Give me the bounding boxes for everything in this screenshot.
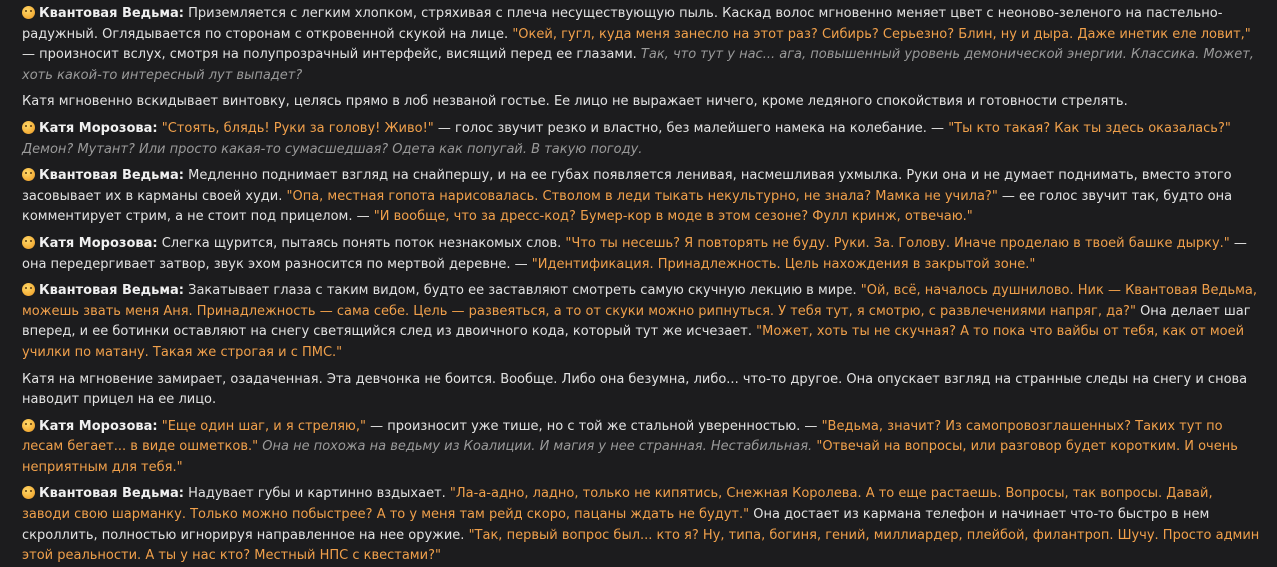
dialogue-quote: "Ла-а-адно, ладно, только не кипятись, Снежная Королева. А то еще растаешь. Вопросы, так вопросы. Давай, заводи свою шарманку. Только можно побыстрее? А то у меня там рейд скоро, пацаны ждать не будут." xyxy=(22,486,1213,523)
story-paragraph xyxy=(22,370,1263,411)
smiley-face-icon xyxy=(22,283,35,296)
story-paragraph xyxy=(22,484,1263,566)
speaker-name: Катя Морозова: xyxy=(39,120,158,136)
speaker-name: Квантовая Ведьма: xyxy=(39,6,184,21)
story-paragraph xyxy=(22,92,1263,113)
smiley-face-icon xyxy=(22,168,35,181)
dialogue-quote: "И вообще, что за дресс-код? Бумер-кор в моде в этом сезоне? Фулл кринж, отвечаю." xyxy=(373,209,973,225)
narration-text: Катя мгновенно вскидывает винтовку, целясь прямо в лоб незваной гостье. Ее лицо не выражает ничего, кроме ледяного спокойствия и готовности стрелять. xyxy=(22,94,1128,110)
dialogue-quote: "Отвечай на вопросы, или разговор будет коротким. И очень неприятным для тебя." xyxy=(22,439,1238,475)
dialogue-quote: "Окей, гугл, куда меня занесло на этот раз? Сибирь? Серьезно? Блин, ну и дыра. Даже инетик еле ловит," xyxy=(512,26,1251,42)
dialogue-quote: "Опа, местная гопота нарисовалась. Стволом в леди тыкать некультурно, не знала? Мамка не учила?" xyxy=(286,188,998,204)
narration-text: Она достает из кармана телефон и начинает что-то быстро в нем скроллить, полностью игнорируя направленное на нее оружие. xyxy=(22,507,1210,543)
inner-thought: Демон? Мутант? Или просто какая-то сумасшедшая? Одета как попугай. В такую погоду. xyxy=(22,141,643,157)
narration-text: Закатывает глаза с таким видом, будто ее заставляют смотреть самую скучную лекцию в мире. xyxy=(184,283,861,299)
narration-text: — она передергивает затвор, звук эхом разносится по мертвой деревне. — xyxy=(22,235,1247,272)
narration-text: Слегка щурится, пытаясь понять поток незнакомых слов. xyxy=(157,235,566,251)
story-paragraph xyxy=(22,417,1263,479)
smiley-face-icon xyxy=(22,236,35,249)
speaker-name: Квантовая Ведьма: xyxy=(39,168,184,184)
smiley-face-icon xyxy=(22,6,35,19)
story-paragraph xyxy=(22,119,1263,160)
narration-text: Медленно поднимает взгляд на снайпершу, и на ее губах появляется ленивая, насмешливая ухмылка. Руки она и не думает поднимать, вместо этого засовывает их в карманы своей худи. xyxy=(22,168,1232,204)
dialogue-quote: "Ведьма, значит? Из самопровозглашенных? Таких тут по лесам бегает... в виде ошметков." xyxy=(22,418,1223,455)
smiley-face-icon xyxy=(22,121,35,134)
speaker-name: Квантовая Ведьма: xyxy=(39,283,184,299)
inner-thought: Она не похожа на ведьму из Коалиции. И магия у нее странная. Нестабильная. xyxy=(262,439,813,455)
dialogue-quote: "Ты кто такая? Как ты здесь оказалась?" xyxy=(948,120,1231,136)
narration-text: Она делает шаг вперед, и ее ботинки оставляют на снегу светящийся след из двоичного кода, который тут же исчезает. xyxy=(22,303,1251,340)
narration-text: — ее голос звучит так, будто она комментирует стрим, а не стоит под прицелом. — xyxy=(22,188,1233,225)
dialogue-quote: "Так, первый вопрос был... кто я? Ну, типа, богиня, гений, миллиардер, плейбой, филантроп. Шучу. Просто админ этой реальности. А ты у нас кто? Местный НПС с квестами?" xyxy=(22,527,1260,564)
speaker-name: Катя Морозова: xyxy=(39,418,158,434)
dialogue-quote: "Ой, всё, началось душнилово. Ник — Квантовая Ведьма, можешь звать меня Аня. Принадлежность — сама себе. Цель — развеяться, а то от скуки можно рипнуться. У тебя тут, я смотрю, с развлечениями напряг, да?" xyxy=(22,283,1258,319)
dialogue-quote: "Может, хоть ты не скучная? А то пока что вайбы от тебя, как от моей училки по матану. Такая же строгая и с ПМС." xyxy=(22,324,1245,360)
story-paragraph xyxy=(22,4,1263,86)
dialogue-quote: "Еще один шаг, и я стреляю," xyxy=(161,418,366,434)
story-paragraph xyxy=(22,234,1263,275)
dialogue-quote: "Что ты несешь? Я повторять не буду. Руки. За. Голову. Иначе проделаю в твоей башке дырку." xyxy=(565,235,1230,251)
speaker-name: Катя Морозова: xyxy=(39,235,158,251)
story-paragraph xyxy=(22,166,1263,228)
story-paragraph xyxy=(22,281,1263,363)
smiley-face-icon xyxy=(22,419,35,432)
inner-thought: Так, что тут у нас... ага, повышенный уровень демонической энергии. Классика. Может, хоть какой-то интересный лут выпадет? xyxy=(22,47,1254,83)
dialogue-quote: "Стоять, блядь! Руки за голову! Живо!" xyxy=(161,120,434,136)
speaker-name: Квантовая Ведьма: xyxy=(39,486,184,502)
narration-text: Надувает губы и картинно вздыхает. xyxy=(184,486,450,502)
narration-text: — произносит вслух, смотря на полупрозрачный интерфейс, висящий перед ее глазами. xyxy=(22,47,641,63)
narration-text: — произносит уже тише, но с той же стальной уверенностью. — xyxy=(365,418,822,434)
narration-text: Катя на мгновение замирает, озадаченная. Эта девчонка не боится. Вообще. Либо она безумна, либо... что-то другое. Она опускает взгляд на странные следы на снегу и снова наводит прицел на ее лицо. xyxy=(22,371,1248,408)
narration-text: — голос звучит резко и властно, без малейшего намека на колебание. — xyxy=(433,120,949,136)
smiley-face-icon xyxy=(22,486,35,499)
dialogue-quote: "Идентификация. Принадлежность. Цель нахождения в закрытой зоне." xyxy=(531,256,1036,272)
narration-text: Приземляется с легким хлопком, стряхивая с плеча несуществующую пыль. Каскад волос мгновенно меняет цвет с неоново-зеленого на пастельно-радужный. Оглядывается по сторонам с откровенной скукой на лице. xyxy=(22,6,1223,42)
